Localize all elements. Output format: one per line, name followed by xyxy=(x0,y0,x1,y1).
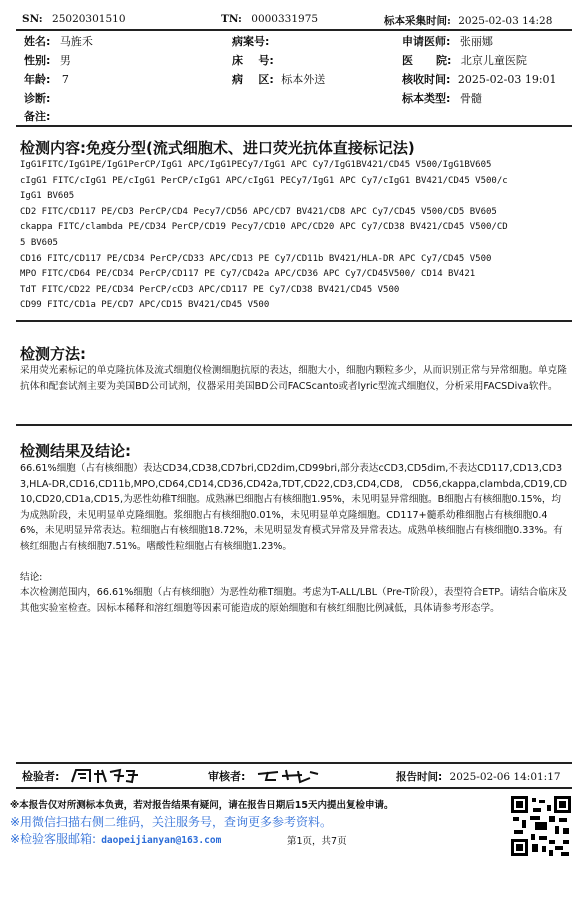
antibody-line: 5 BV605 xyxy=(20,237,58,248)
antibody-line: TdT FITC/CD22 PE/CD34 PerCP/cCD3 APC/CD117 PE Cy7/CD38 BV421/CD45 V500 xyxy=(20,284,400,295)
hospital-label: 医 院: xyxy=(402,54,452,67)
email-label: ※检验客服邮箱: xyxy=(10,832,97,846)
doctor-label: 申请医师: xyxy=(402,35,451,48)
diagnosis-field xyxy=(24,90,50,106)
antibody-line: IgG1FITC/IgG1PE/IgG1PerCP/IgG1 APC/IgG1PECy7/IgG1 APC Cy7/IgG1BV421/CD45 V500/IgG1BV605 xyxy=(20,160,492,170)
doctor-field xyxy=(402,33,493,49)
remark-label: 备注: xyxy=(24,110,51,123)
collect-time-label: 标本采集时间: xyxy=(384,15,451,27)
tester-field xyxy=(22,768,59,784)
hospital-field xyxy=(402,52,527,68)
reviewer-label: 审核者: xyxy=(208,770,246,783)
reviewer-signature xyxy=(254,766,324,786)
collect-time-field xyxy=(384,13,552,28)
tester-label: 检验者: xyxy=(22,770,60,783)
age-field xyxy=(24,71,69,87)
content-divider xyxy=(16,320,572,322)
method-title: 检测方法: xyxy=(20,345,86,363)
sex-label: 性别: xyxy=(24,54,51,67)
method-divider xyxy=(16,424,572,426)
tn-label: TN: xyxy=(221,13,242,25)
page-number: 第1页，共7页 xyxy=(287,836,347,847)
wechat-notice: ※用微信扫描右侧二维码，关注服务号，查询更多参考资料。 xyxy=(10,815,333,829)
conclusion-text: 本次检测范围内，66.61%细胞（占有核细胞）为恶性幼稚T细胞。考虑为T-ALL/LBL（Pre-T阶段），表型符合ETP。请结合临床及其他实验室检查。因标本稀释和溶红细胞等因素可能造成的原始细胞和有核红细胞比例减低，具体请参考形态学。 xyxy=(20,587,568,614)
name-value: 马旌禾 xyxy=(59,35,93,48)
ward-area-label: 病 区: xyxy=(232,73,274,86)
tn-field xyxy=(221,13,318,25)
specimen-type-label: 标本类型: xyxy=(402,92,451,105)
age-label: 年龄: xyxy=(24,73,51,86)
reviewer-field xyxy=(208,768,245,784)
receive-time-field xyxy=(402,71,557,87)
antibody-line: CD16 FITC/CD117 PE/CD34 PerCP/CD33 APC/CD13 PE Cy7/CD11b BV421/HLA-DR APC Cy7/CD45 V500 xyxy=(20,253,492,264)
ward-area-field xyxy=(232,71,325,87)
diagnosis-label: 诊断: xyxy=(24,92,51,105)
result-text: 66.61%细胞（占有核细胞）表达CD34,CD38,CD7bri,CD2dim,CD99bri,部分表达cCD3,CD5dim,不表达CD117,CD13,CD33,HLA-DR,CD16,CD11b,MPO,CD64,CD14,CD36,CD42a,TDT,CD22,CD3,CD4,CD8, CD56,ckappa,clambda,CD19,CD10,CD20,CD1a,CD15,为恶性幼稚T细胞。成熟淋巴细胞占有核细胞1.95%，未见明显异常细胞。B细胞占有核细胞0.15%，均为成熟阶段，未见明显单克隆细胞。浆细胞占有核细胞0.01%，未见明显单克隆细胞。CD117+髓系幼稚细胞占有核细胞0.46%，未见明显异常表达。粒细胞占有核细胞18.72%，未见明显发育模式异常及异常表达。成熟单核细胞占有核细胞0.33%。有核红细胞占有核细胞7.51%。嗜酸性粒细胞占有核细胞1.23%。 xyxy=(20,463,568,552)
antibody-line: cIgG1 FITC/cIgG1 PE/cIgG1 PerCP/cIgG1 APC/cIgG1 PECy7/IgG1 APC Cy7/cIgG1 BV421/CD45 V500/c xyxy=(20,175,508,186)
report-time-value: 2025-02-06 14:01:17 xyxy=(449,771,561,783)
report-time-label: 报告时间: xyxy=(396,771,443,783)
case-no-field xyxy=(232,33,269,49)
email-value[interactable]: daopeijianyan@163.com xyxy=(101,835,222,846)
specimen-type-field xyxy=(402,90,482,106)
antibody-line: CD99 FITC/CD1a PE/CD7 APC/CD15 BV421/CD45 V500 xyxy=(20,300,270,311)
age-value: 7 xyxy=(61,73,69,86)
antibody-line: CD2 FITC/CD117 PE/CD3 PerCP/CD4 Pecy7/CD56 APC/CD7 BV421/CD8 APC Cy7/CD45 V500/CD5 BV605 xyxy=(20,206,497,217)
receive-time-label: 核收时间: xyxy=(402,73,451,86)
report-notice: ※本报告仅对所测标本负责，若对报告结果有疑问，请在报告日期后15天内提出复检申请。 xyxy=(10,800,394,811)
tester-signature xyxy=(68,766,144,786)
email-field xyxy=(10,828,221,847)
ward-area-value: 标本外送 xyxy=(281,73,326,86)
info-divider xyxy=(16,125,572,127)
antibody-line: IgG1 BV605 xyxy=(20,191,75,202)
name-field xyxy=(24,33,93,49)
report-time-field xyxy=(396,769,561,784)
receive-time-value: 2025-02-03 19:01 xyxy=(457,73,557,86)
tn-value: 0000331975 xyxy=(251,13,319,25)
hospital-value: 北京儿童医院 xyxy=(460,54,527,67)
content-title: 检测内容:免疫分型(流式细胞术、进口荧光抗体直接标记法) xyxy=(20,139,415,157)
sex-value: 男 xyxy=(59,54,71,67)
footer-bottom-divider xyxy=(16,787,572,789)
antibody-line: ckappa FITC/clambda PE/CD34 PerCP/CD19 Pecy7/CD10 APC/CD20 APC Cy7/CD38 BV421/CD45 V500/CD xyxy=(20,222,508,233)
sn-value: 25020301510 xyxy=(52,13,126,25)
name-label: 姓名: xyxy=(24,35,51,48)
method-text: 采用荧光素标记的单克隆抗体及流式细胞仪检测细胞抗原的表达，细胞大小，细胞内颗粒多少，从而识别正常与异常细胞。单克隆抗体和配套试剂主要为美国BD公司试剂，仪器采用美国BD公司FACScanto或者lyric型流式细胞仪，分析采用FACSDiva软件。 xyxy=(20,365,567,392)
remark-field xyxy=(24,108,50,124)
sn-label: SN: xyxy=(22,13,43,25)
specimen-type-value: 骨髓 xyxy=(459,92,482,105)
conclusion-label: 结论: xyxy=(20,572,43,583)
footer-top-divider xyxy=(16,762,572,764)
collect-time-value: 2025-02-03 14:28 xyxy=(458,15,553,27)
antibody-line: MPO FITC/CD64 PE/CD34 PerCP/CD117 PE Cy7/CD42a APC/CD36 APC Cy7/CD45V500/ CD14 BV421 xyxy=(20,269,476,280)
bed-label: 床 号: xyxy=(232,54,274,67)
doctor-value: 张丽娜 xyxy=(459,35,493,48)
header-divider xyxy=(16,29,572,31)
antibody-panel-list xyxy=(20,158,572,314)
qr-code-icon[interactable] xyxy=(511,796,571,856)
sn-field xyxy=(22,13,126,25)
case-no-label: 病案号: xyxy=(232,35,270,48)
result-title: 检测结果及结论: xyxy=(20,442,131,460)
sex-field xyxy=(24,52,71,68)
bed-field xyxy=(232,52,274,68)
